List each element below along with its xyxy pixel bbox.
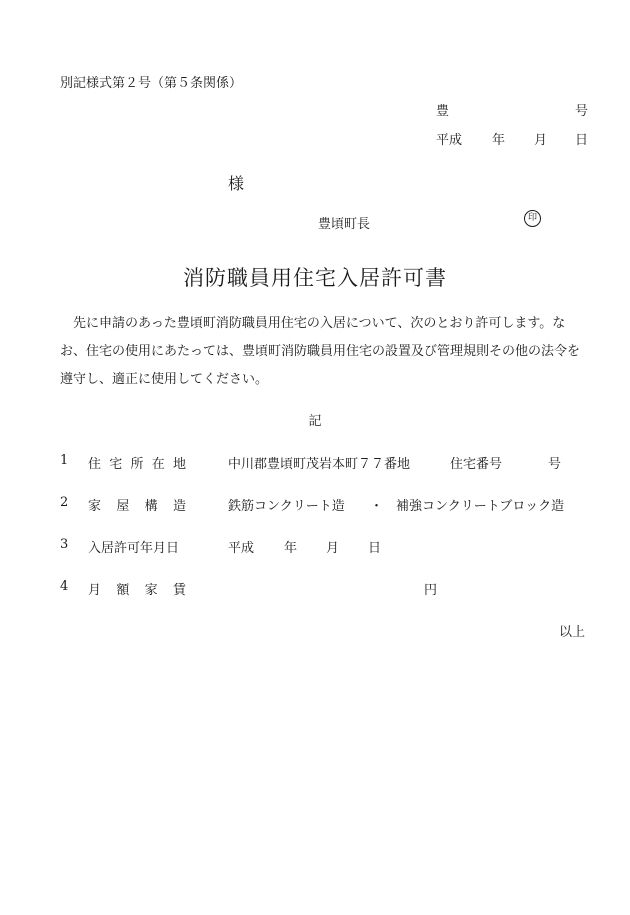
structure-separator: ・: [370, 499, 384, 514]
item-number: 1: [60, 453, 69, 468]
item-row-structure: [60, 495, 590, 515]
house-number-suffix: 号: [548, 457, 562, 472]
date-year: 年: [492, 133, 506, 148]
date-day: 日: [575, 133, 589, 148]
move-in-day: 日: [368, 541, 382, 556]
issuer-name: 豊頃町長: [318, 217, 371, 232]
item-label: 家 屋 構 造: [88, 499, 186, 514]
item-row-address: [60, 453, 590, 473]
document-number-suffix: 号: [575, 104, 589, 119]
closing-mark: 以上: [559, 625, 586, 640]
structure-option-rc: 鉄筋コンクリート造: [228, 499, 345, 514]
document-number-prefix: 豊: [436, 104, 450, 119]
move-in-era: 平成: [228, 541, 255, 556]
item-label: 住 宅 所 在 地: [88, 457, 186, 472]
date-month: 月: [534, 133, 548, 148]
structure-option-block: 補強コンクリートブロック造: [396, 499, 565, 514]
date-era: 平成: [436, 133, 463, 148]
recipient-honorific: 様: [228, 174, 245, 193]
item-number: 3: [60, 537, 69, 552]
house-number-label: 住宅番号: [450, 457, 503, 472]
move-in-year: 年: [284, 541, 298, 556]
seal-mark: 印: [524, 210, 541, 227]
item-row-rent: [60, 579, 590, 599]
move-in-month: 月: [326, 541, 340, 556]
address-value: 中川郡豊頃町茂岩本町７７番地: [228, 457, 411, 472]
item-label: 月 額 家 賃: [88, 583, 186, 598]
body-paragraph: 先に申請のあった豊頃町消防職員用住宅の入居について、次のとおり許可します。なお、住宅の使用にあたっては、豊頃町消防職員用住宅の設置及び管理規則その他の法令を遵守し、適正に使用してください。: [60, 316, 581, 387]
item-label: 入居許可年月日: [88, 541, 180, 556]
item-number: 4: [60, 579, 69, 594]
item-row-move-in-date: [60, 537, 590, 557]
rent-unit: 円: [424, 583, 438, 598]
ki-heading: 記: [308, 414, 322, 429]
item-number: 2: [60, 495, 69, 510]
document-title: 消防職員用住宅入居許可書: [183, 266, 447, 290]
form-label: 別記様式第２号（第５条関係）: [60, 76, 243, 91]
